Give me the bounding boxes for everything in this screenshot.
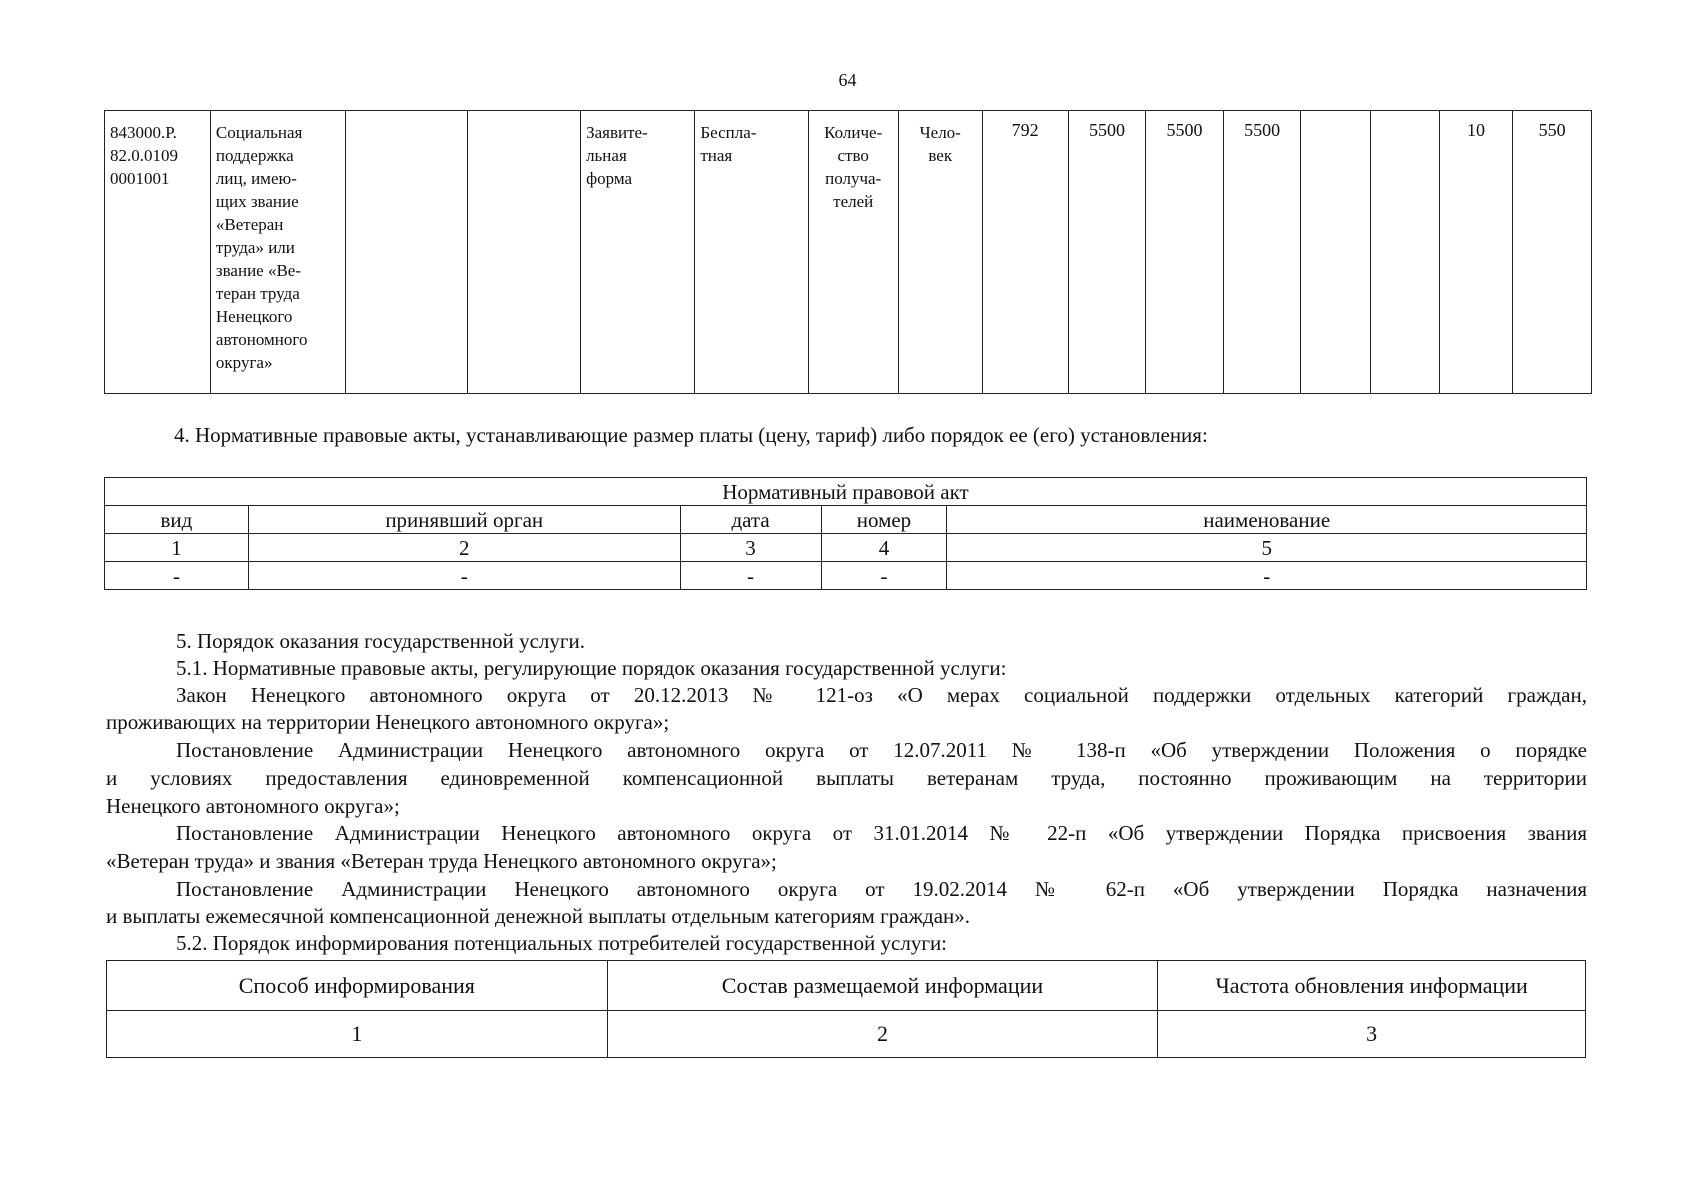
table-cell: - bbox=[680, 562, 821, 590]
law-2-line-1: Постановление Администрации Ненецкого автономного округа от 12.07.2011 № 138-п «Об утверждении Положения о порядке bbox=[176, 738, 1587, 762]
empty-cell bbox=[346, 111, 468, 394]
deviation-absolute: 550 bbox=[1513, 111, 1592, 394]
column-header: принявший орган bbox=[248, 506, 680, 534]
deviation-percent: 10 bbox=[1439, 111, 1512, 394]
column-header: дата bbox=[680, 506, 821, 534]
column-header: вид bbox=[105, 506, 249, 534]
unit-name: Чело- век bbox=[898, 111, 982, 394]
column-header: наименование bbox=[947, 506, 1587, 534]
law-4-line-2: и выплаты ежемесячной компенсационной денежной выплаты отдельным категориям граждан». bbox=[106, 904, 971, 928]
table-header: Нормативный правовой акт bbox=[105, 478, 1587, 506]
law-3-line-1: Постановление Администрации Ненецкого автономного округа от 31.01.2014 № 22-п «Об утверждении Порядка присвоения звания bbox=[176, 821, 1587, 845]
law-2-line-3: Ненецкого автономного округа»; bbox=[106, 794, 400, 818]
legal-acts-table bbox=[104, 477, 1587, 590]
law-4-line-1: Постановление Администрации Ненецкого автономного округа от 19.02.2014 № 62-п «Об утверждении Порядка назначения bbox=[176, 877, 1587, 901]
value-year-1: 5500 bbox=[1068, 111, 1146, 394]
column-number: 5 bbox=[947, 534, 1587, 562]
service-table bbox=[104, 110, 1592, 394]
table-cell: - bbox=[105, 562, 249, 590]
column-number: 1 bbox=[105, 534, 249, 562]
service-payment: Бесплa- тная bbox=[695, 111, 808, 394]
empty-cell bbox=[1370, 111, 1439, 394]
column-number: 2 bbox=[607, 1011, 1158, 1058]
law-2-line-2: и условиях предоставления единовременной компенсационной выплаты ветеранам труда, постоянно проживающим на территории bbox=[106, 766, 1587, 790]
column-number: 3 bbox=[680, 534, 821, 562]
table-row bbox=[105, 111, 1592, 394]
service-name: Социальная поддержка лиц, имею- щих звание «Ветеран труда» или звание «Ве- теран труда Ненецкого автономного округа» bbox=[210, 111, 345, 394]
section-5-title: 5. Порядок оказания государственной услуги. bbox=[176, 629, 585, 653]
column-number: 2 bbox=[248, 534, 680, 562]
law-1-line-1: Закон Ненецкого автономного округа от 20.12.2013 № 121-оз «О мерах социальной поддержки отдельных категорий граждан, bbox=[176, 683, 1587, 707]
table-row bbox=[105, 562, 1587, 590]
service-form: Заявите- льная форма bbox=[581, 111, 695, 394]
table-cell: - bbox=[248, 562, 680, 590]
section-5-2-title: 5.2. Порядок информирования потенциальных потребителей государственной услуги: bbox=[176, 931, 948, 955]
table-cell: - bbox=[821, 562, 947, 590]
section-5-1-title: 5.1. Нормативные правовые акты, регулирующие порядок оказания государственной услуги: bbox=[176, 656, 1007, 680]
column-number: 3 bbox=[1158, 1011, 1586, 1058]
empty-cell bbox=[1301, 111, 1370, 394]
okei-code: 792 bbox=[982, 111, 1068, 394]
column-header: Состав размещаемой информации bbox=[607, 961, 1158, 1011]
section-4-title: 4. Нормативные правовые акты, устанавливающие размер платы (цену, тариф) либо порядок ее (его) установления: bbox=[174, 423, 1208, 447]
column-header: номер bbox=[821, 506, 947, 534]
empty-cell bbox=[467, 111, 580, 394]
service-code: 843000.Р. 82.0.0109 0001001 bbox=[105, 111, 211, 394]
indicator-name: Количе- ство получа- телей bbox=[808, 111, 898, 394]
value-year-2: 5500 bbox=[1146, 111, 1224, 394]
column-header: Частота обновления информации bbox=[1158, 961, 1586, 1011]
value-year-3: 5500 bbox=[1223, 111, 1301, 394]
column-number: 4 bbox=[821, 534, 947, 562]
law-1-line-2: проживающих на территории Ненецкого автономного округа»; bbox=[106, 710, 670, 734]
page-number: 64 bbox=[838, 70, 857, 90]
information-table bbox=[106, 960, 1586, 1058]
column-number: 1 bbox=[107, 1011, 608, 1058]
law-3-line-2: «Ветеран труда» и звания «Ветеран труда Ненецкого автономного округа»; bbox=[106, 849, 777, 873]
column-header: Способ информирования bbox=[107, 961, 608, 1011]
table-cell: - bbox=[947, 562, 1587, 590]
